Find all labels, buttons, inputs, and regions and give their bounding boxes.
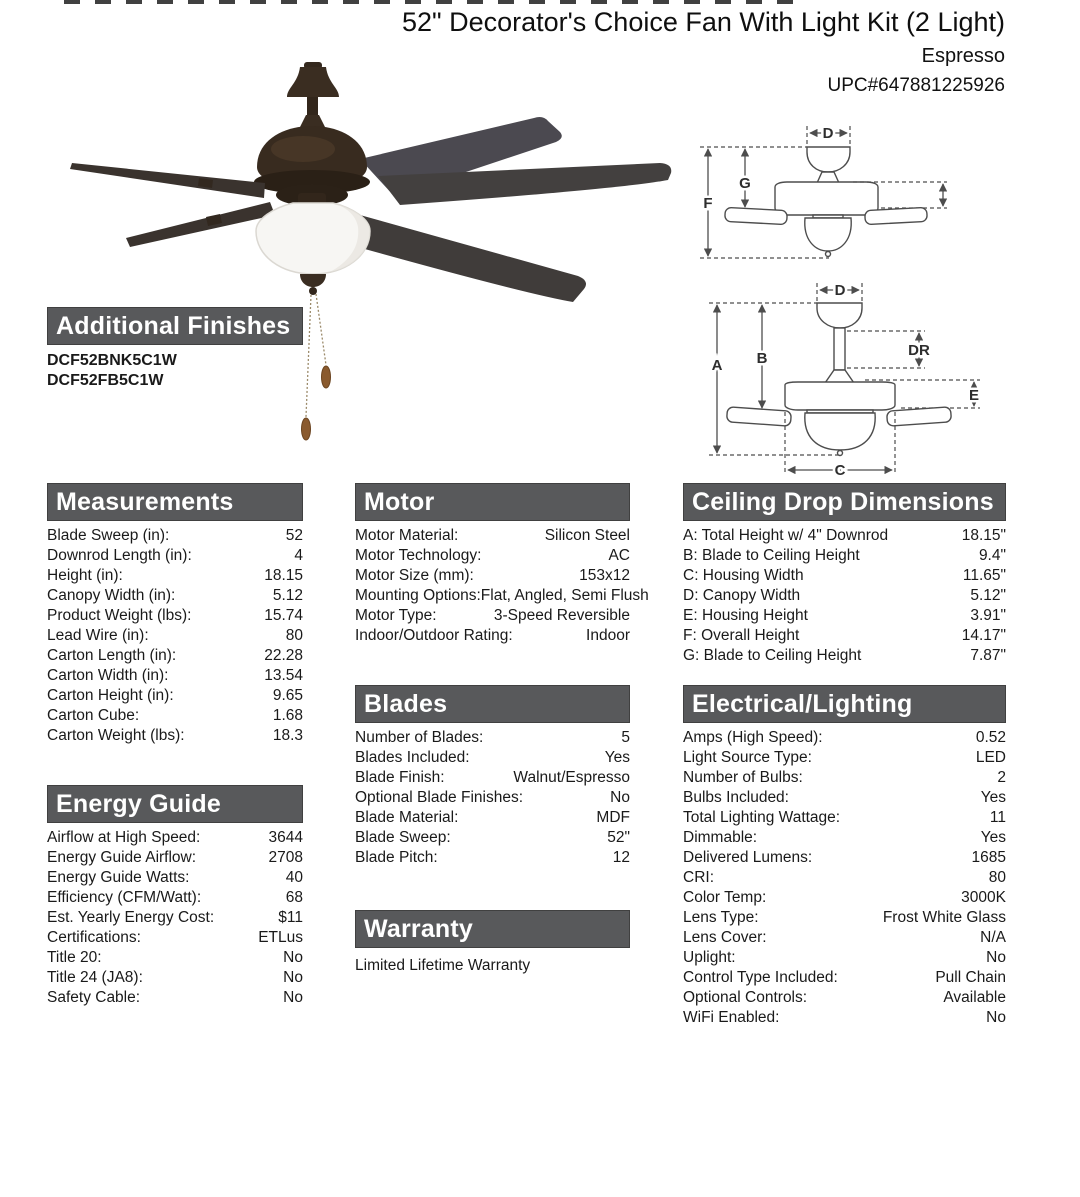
spec-label: Optional Blade Finishes: — [355, 789, 524, 806]
spec-value: 18.15" — [961, 527, 1006, 544]
spec-label: Color Temp: — [683, 889, 767, 906]
fan-canopy — [287, 67, 339, 97]
spec-label: Optional Controls: — [683, 989, 808, 1006]
spec-row — [355, 828, 630, 848]
page-title: 52" Decorator's Choice Fan With Light Kit (2 Light) — [401, 7, 1005, 37]
spec-row — [355, 626, 630, 646]
spec-label: Motor Size (mm): — [355, 567, 474, 584]
spec-value: 12 — [612, 849, 630, 866]
spec-row — [683, 968, 1006, 988]
spec-value: 5.12" — [970, 587, 1006, 604]
spec-value: Yes — [980, 829, 1006, 846]
spec-row — [683, 808, 1006, 828]
spec-value: 3.91" — [970, 607, 1006, 624]
spec-value: 52" — [607, 829, 630, 846]
spec-label: Total Lighting Wattage: — [683, 809, 841, 826]
spec-value: Frost White Glass — [882, 909, 1006, 926]
spec-value: No — [283, 949, 303, 966]
spec-row — [47, 968, 303, 988]
spec-row — [47, 908, 303, 928]
spec-value: 0.52 — [975, 729, 1006, 746]
spec-label: Height (in): — [47, 567, 123, 584]
spec-row — [355, 526, 630, 546]
dim-label-dr: DR — [908, 342, 930, 359]
spec-row — [355, 788, 630, 808]
spec-value: 3000K — [961, 889, 1006, 906]
spec-label: Lead Wire (in): — [47, 627, 149, 644]
spec-label: Title 20: — [47, 949, 102, 966]
dim-label-c: C — [834, 462, 846, 479]
spec-value: 11.65" — [962, 567, 1006, 584]
spec-value: 15.74 — [264, 607, 303, 624]
spec-row — [47, 606, 303, 626]
spec-label: Amps (High Speed): — [683, 729, 823, 746]
spec-row — [47, 726, 303, 746]
spec-row — [683, 868, 1006, 888]
spec-label: Carton Cube: — [47, 707, 140, 724]
spec-label: Est. Yearly Energy Cost: — [47, 909, 215, 926]
spec-label: Motor Technology: — [355, 547, 482, 564]
section-header: Measurements — [47, 483, 303, 521]
spec-row — [683, 788, 1006, 808]
section-measurements — [47, 483, 303, 746]
fan-housing-highlight — [271, 136, 335, 162]
spec-row — [47, 988, 303, 1008]
spec-value: 68 — [285, 889, 303, 906]
spec-row — [355, 728, 630, 748]
spec-row — [47, 848, 303, 868]
downrod-diagram — [695, 275, 1065, 480]
section-additional-finishes — [47, 307, 303, 391]
spec-row — [683, 626, 1006, 646]
spec-label: Lens Type: — [683, 909, 759, 926]
spec-row — [355, 566, 630, 586]
spec-value: Yes — [604, 749, 630, 766]
spec-label: Energy Guide Watts: — [47, 869, 190, 886]
section-header: Motor — [355, 483, 630, 521]
spec-value: Pull Chain — [935, 969, 1006, 986]
spec-value: 80 — [285, 627, 303, 644]
spec-label: Bulbs Included: — [683, 789, 789, 806]
spec-label: A: Total Height w/ 4" Downrod — [683, 527, 889, 544]
spec-value: No — [986, 949, 1006, 966]
spec-row — [355, 586, 649, 606]
spec-label: Number of Bulbs: — [683, 769, 803, 786]
section-electrical-lighting — [683, 685, 1006, 1028]
spec-value: Available — [943, 989, 1006, 1006]
spec-row — [683, 928, 1006, 948]
spec-value: $11 — [278, 909, 303, 926]
dim-label-a: A — [711, 357, 723, 374]
spec-value: Flat, Angled, Semi Flush — [480, 587, 649, 604]
spec-row — [47, 888, 303, 908]
spec-label: Airflow at High Speed: — [47, 829, 201, 846]
cropped-text-strip — [64, 0, 804, 4]
spec-row — [683, 948, 1006, 968]
upc-number: UPC#647881225926 — [827, 75, 1005, 96]
spec-value: 14.17" — [961, 627, 1006, 644]
section-header: Additional Finishes — [47, 307, 303, 345]
spec-value: 5 — [621, 729, 630, 746]
spec-row — [47, 868, 303, 888]
spec-value: 80 — [988, 869, 1006, 886]
spec-label: Delivered Lumens: — [683, 849, 813, 866]
spec-label: Blade Pitch: — [355, 849, 438, 866]
section-warranty — [355, 910, 630, 975]
dim-label-b: B — [756, 350, 768, 367]
spec-value: 40 — [285, 869, 303, 886]
spec-label: Blade Sweep (in): — [47, 527, 170, 544]
fan-blade — [354, 215, 586, 302]
spec-value: 2708 — [268, 849, 303, 866]
spec-label: Blade Sweep: — [355, 829, 451, 846]
spec-label: Blades Included: — [355, 749, 470, 766]
spec-label: Carton Height (in): — [47, 687, 174, 704]
spec-row — [47, 666, 303, 686]
fan-blade — [126, 202, 275, 247]
pull-chain — [316, 294, 326, 365]
spec-row — [683, 546, 1006, 566]
spec-value: ETLus — [258, 929, 303, 946]
dim-label-d: D — [834, 282, 846, 299]
spec-row — [683, 748, 1006, 768]
spec-row — [683, 606, 1006, 626]
section-blades — [355, 685, 630, 868]
spec-row — [47, 566, 303, 586]
spec-value: 13.54 — [264, 667, 303, 684]
spec-row — [355, 848, 630, 868]
section-header: Warranty — [355, 910, 630, 948]
spec-label: Certifications: — [47, 929, 141, 946]
section-ceiling-drop — [683, 483, 1006, 666]
spec-value: MDF — [596, 809, 630, 826]
spec-row — [47, 686, 303, 706]
spec-label: E: Housing Height — [683, 607, 808, 624]
spec-label: Carton Width (in): — [47, 667, 169, 684]
spec-value: 4 — [294, 547, 303, 564]
spec-value: 153x12 — [579, 567, 630, 584]
spec-label: Indoor/Outdoor Rating: — [355, 627, 513, 644]
spec-value: 22.28 — [264, 647, 303, 664]
spec-label: Carton Length (in): — [47, 647, 177, 664]
spec-label: Light Source Type: — [683, 749, 812, 766]
spec-value: Indoor — [586, 627, 630, 644]
spec-label: Downrod Length (in): — [47, 547, 192, 564]
spec-value: 1.68 — [272, 707, 303, 724]
spec-value: 3-Speed Reversible — [493, 607, 630, 624]
spec-row — [355, 808, 630, 828]
spec-row — [683, 1008, 1006, 1028]
spec-row — [355, 748, 630, 768]
spec-row — [47, 828, 303, 848]
spec-value: N/A — [980, 929, 1006, 946]
spec-row — [47, 546, 303, 566]
spec-row — [355, 546, 630, 566]
section-motor — [355, 483, 649, 646]
spec-label: Blade Finish: — [355, 769, 445, 786]
spec-label: Mounting Options: — [355, 587, 481, 604]
spec-row — [683, 526, 1006, 546]
spec-value: LED — [975, 749, 1006, 766]
spec-value: No — [986, 1009, 1006, 1026]
spec-label: Lens Cover: — [683, 929, 767, 946]
spec-value: 52 — [285, 527, 303, 544]
spec-value: No — [283, 969, 303, 986]
spec-row — [683, 768, 1006, 788]
spec-label: Product Weight (lbs): — [47, 607, 192, 624]
spec-row — [47, 526, 303, 546]
spec-value: 7.87" — [970, 647, 1006, 664]
spec-value: 18.3 — [272, 727, 303, 744]
section-header: Ceiling Drop Dimensions — [683, 483, 1006, 521]
spec-value: 2 — [997, 769, 1006, 786]
spec-value: 18.15 — [264, 567, 303, 584]
spec-label: Canopy Width (in): — [47, 587, 176, 604]
spec-label: Title 24 (JA8): — [47, 969, 143, 986]
spec-row — [355, 768, 630, 788]
spec-label: F: Overall Height — [683, 627, 800, 644]
spec-row — [47, 586, 303, 606]
section-header: Energy Guide — [47, 785, 303, 823]
spec-label: Uplight: — [683, 949, 736, 966]
spec-row — [683, 908, 1006, 928]
spec-row — [47, 626, 303, 646]
fan-finial — [309, 287, 317, 295]
spec-row — [683, 848, 1006, 868]
spec-value: 9.4" — [978, 547, 1006, 564]
spec-value: AC — [608, 547, 630, 564]
spec-label: Energy Guide Airflow: — [47, 849, 197, 866]
dim-label-e: E — [968, 387, 980, 404]
pull-chain-fob — [322, 366, 331, 388]
section-header: Blades — [355, 685, 630, 723]
spec-label: D: Canopy Width — [683, 587, 801, 604]
spec-value: 1685 — [971, 849, 1006, 866]
spec-value: No — [610, 789, 630, 806]
semi-flush-diagram — [695, 108, 1065, 273]
spec-label: Control Type Included: — [683, 969, 838, 986]
spec-value: Silicon Steel — [544, 527, 630, 544]
section-header: Electrical/Lighting — [683, 685, 1006, 723]
spec-row — [683, 888, 1006, 908]
spec-row — [47, 706, 303, 726]
spec-label: Dimmable: — [683, 829, 758, 846]
spec-value: Yes — [980, 789, 1006, 806]
spec-value: 5.12 — [272, 587, 303, 604]
fan-rod-collar — [300, 115, 325, 127]
spec-label: Motor Material: — [355, 527, 459, 544]
spec-row — [47, 948, 303, 968]
fan-bowl-cap — [300, 274, 326, 287]
spec-row — [683, 646, 1006, 666]
spec-label: Efficiency (CFM/Watt): — [47, 889, 202, 906]
dim-label-f: F — [703, 195, 713, 212]
spec-row — [355, 606, 630, 626]
spec-label: Motor Type: — [355, 607, 437, 624]
pull-chain-fob — [302, 418, 311, 440]
finish-name: Espresso — [921, 45, 1005, 67]
dim-label-d: D — [822, 125, 834, 142]
spec-row — [683, 586, 1006, 606]
spec-value: 11 — [989, 809, 1006, 826]
spec-label: Blade Material: — [355, 809, 459, 826]
spec-label: G: Blade to Ceiling Height — [683, 647, 862, 664]
finish-sku: DCF52FB5C1W — [47, 372, 164, 389]
spec-label: CRI: — [683, 869, 714, 886]
pull-chain — [306, 295, 311, 417]
section-energy-guide — [47, 785, 303, 1008]
spec-row — [683, 988, 1006, 1008]
spec-value: 3644 — [268, 829, 303, 846]
spec-label: C: Housing Width — [683, 567, 804, 584]
finish-sku: DCF52BNK5C1W — [47, 352, 177, 369]
spec-label: Carton Weight (lbs): — [47, 727, 185, 744]
dim-label-g: G — [739, 175, 751, 192]
spec-value: No — [283, 989, 303, 1006]
spec-label: Number of Blades: — [355, 729, 484, 746]
spec-row — [47, 928, 303, 948]
fan-blade — [70, 163, 265, 198]
warranty-text: Limited Lifetime Warranty — [355, 957, 531, 974]
spec-row — [683, 566, 1006, 586]
spec-value: Walnut/Espresso — [513, 769, 630, 786]
spec-value: 9.65 — [272, 687, 303, 704]
spec-row — [683, 728, 1006, 748]
spec-row — [683, 828, 1006, 848]
spec-row — [47, 646, 303, 666]
spec-label: Safety Cable: — [47, 989, 141, 1006]
spec-label: B: Blade to Ceiling Height — [683, 547, 860, 564]
spec-label: WiFi Enabled: — [683, 1009, 780, 1026]
